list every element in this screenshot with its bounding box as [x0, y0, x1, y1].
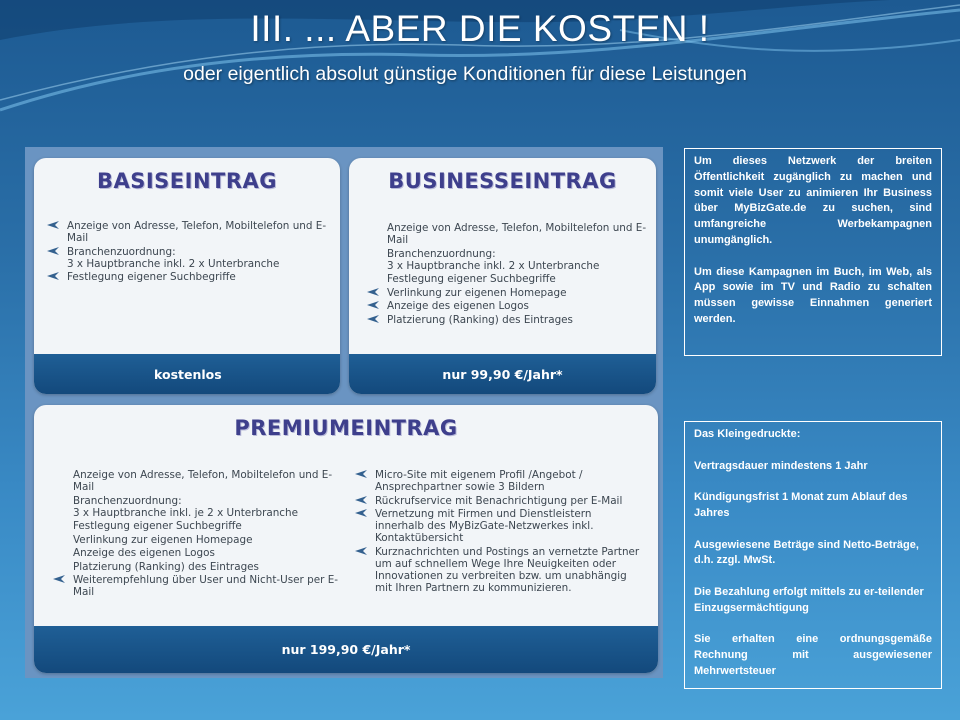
arrow-bullet-icon: [367, 314, 381, 324]
list-item: Vernetzung mit Firmen und Dienstleistern innerhalb des MyBizGate-Netzwerkes inkl. Kontaktübersicht: [375, 508, 643, 544]
premium-title: PREMIUMEINTRAG: [234, 416, 458, 440]
arrow-bullet-icon: [53, 574, 67, 584]
basis-title: BASISEINTRAG: [96, 169, 278, 193]
premium-card: [34, 405, 658, 673]
list-item: Festlegung eigener Suchbegriffe: [67, 271, 337, 283]
premium-feature-list-right: [375, 469, 643, 595]
info-paragraph: Um dieses Netzwerk der breiten Öffentlichkeit zugänglich zu machen und somit viele User zu animieren Ihr Business über MyBizGate.de zu suchen, sind umfangreiche Werbekampagnen unumgänglich.: [694, 155, 932, 246]
business-title: BUSINESSEINTRAG: [388, 169, 617, 193]
basis-feature-list: [67, 220, 337, 285]
list-item: Anzeige von Adresse, Telefon, Mobiltelefon und E-Mail: [73, 469, 333, 493]
fine-print-item: Kündigungsfrist 1 Monat zum Ablauf des Jahres: [694, 491, 908, 519]
arrow-bullet-icon: [355, 469, 369, 479]
business-price: nur 99,90 €/Jahr*: [349, 354, 656, 394]
list-item: Micro-Site mit eigenem Profil /Angebot / Ansprechpartner sowie 3 Bildern: [375, 469, 643, 493]
arrow-bullet-icon: [355, 495, 369, 505]
premium-feature-list-left: [73, 469, 343, 600]
page-subtitle: oder eigentlich absolut günstige Konditionen für diese Leistungen: [183, 63, 747, 85]
basis-price: kostenlos: [34, 354, 340, 394]
arrow-bullet-icon: [355, 508, 369, 518]
list-item: Festlegung eigener Suchbegriffe: [73, 520, 242, 532]
list-item: Anzeige des eigenen Logos: [73, 547, 215, 559]
list-item: Platzierung (Ranking) des Eintrages: [387, 314, 649, 326]
list-item: Platzierung (Ranking) des Eintrages: [73, 560, 259, 573]
basis-card: [34, 158, 340, 394]
fine-print-item: Vertragsdauer mindestens 1 Jahr: [694, 459, 868, 472]
page-title: III. ... ABER DIE KOSTEN !: [250, 8, 710, 49]
arrow-bullet-icon: [367, 300, 381, 310]
fine-print-item: Ausgewiesene Beträge sind Netto-Beträge, d.h. zzgl. MwSt.: [694, 538, 919, 567]
arrow-bullet-icon: [47, 220, 61, 230]
list-item: Anzeige des eigenen Logos: [387, 300, 649, 312]
list-item: Rückrufservice mit Benachrichtigung per E-Mail: [375, 495, 643, 507]
premium-price: nur 199,90 €/Jahr*: [34, 626, 658, 673]
list-item: Verlinkung zur eigenen Homepage: [73, 533, 253, 546]
list-item: Kurznachrichten und Postings an vernetzte Partner um auf schnellem Wege Ihre Neuigkeiten oder Innovationen zu verbreiten bzw. um unabhängig mit Ihren Partnern zu kommunizieren.: [375, 546, 643, 594]
fine-print-item: Die Bezahlung erfolgt mittels zu er-teilender Einzugsermächtigung: [694, 585, 924, 614]
business-card: [349, 158, 656, 394]
business-feature-list: [387, 222, 649, 327]
fine-print-item: Sie erhalten eine ordnungsgemäße Rechnung mit ausgewiesener Mehrwertsteuer: [694, 633, 932, 677]
list-item: Anzeige von Adresse, Telefon, Mobiltelefon und E-Mail: [387, 222, 647, 246]
arrow-bullet-icon: [47, 246, 61, 256]
list-item: Anzeige von Adresse, Telefon, Mobiltelefon und E-Mail: [67, 220, 337, 244]
list-item: Branchenzuordnung: 3 x Hauptbranche inkl. 2 x Unterbranche: [67, 246, 337, 270]
arrow-bullet-icon: [355, 546, 369, 556]
fine-print-heading: Das Kleingedruckte:: [694, 428, 801, 440]
fine-print-box: [684, 421, 942, 689]
list-item: Festlegung eigener Suchbegriffe: [387, 273, 556, 285]
arrow-bullet-icon: [367, 287, 381, 297]
info-box: [684, 148, 942, 356]
info-paragraph: Um diese Kampagnen im Buch, im Web, als App sowie im TV und Radio zu schalten müssen gewisse Einnahmen generiert werden.: [694, 265, 932, 325]
list-item: Verlinkung zur eigenen Homepage: [387, 287, 649, 299]
list-item: Branchenzuordnung: 3 x Hauptbranche inkl. 2 x Unterbranche: [387, 247, 600, 272]
list-item: Branchenzuordnung: 3 x Hauptbranche inkl. je 2 x Unterbranche: [73, 494, 298, 519]
arrow-bullet-icon: [47, 271, 61, 281]
list-item: Weiterempfehlung über User und Nicht-User per E-Mail: [73, 574, 343, 598]
pricing-panel: [25, 147, 663, 678]
